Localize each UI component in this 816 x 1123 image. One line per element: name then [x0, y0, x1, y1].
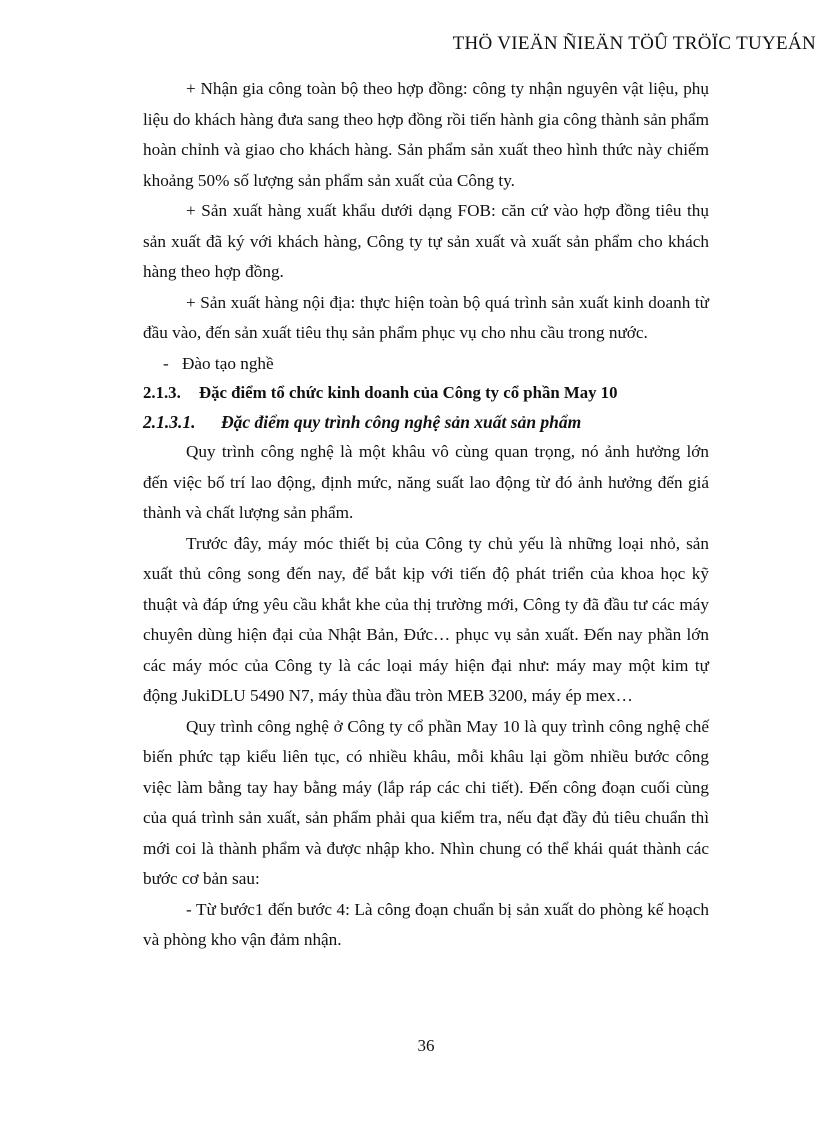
paragraph-process-description: Quy trình công nghệ ở Công ty cổ phần May 10 là quy trình công nghệ chế biến phức tạp kiểu liên tục, có nhiều khâu, mỗi khâu lại gồm nhiều bước công việc làm bằng tay hay bằng máy (lắp ráp các chi tiết). Đến công đoạn cuối cùng của quá trình sản xuất, sản phẩm phải qua kiểm tra, nếu đạt đầy đủ tiêu chuẩn thì mới coi là thành phẩm và được nhập kho. Nhìn chung có thể khái quát thành các bước cơ bản sau: [143, 716, 709, 888]
list-dash-marker: - [163, 353, 169, 373]
paragraph-steps-1-4: - Từ bước1 đến bước 4: Là công đoạn chuẩn bị sản xuất do phòng kế hoạch và phòng kho vận đảm nhận. [143, 899, 709, 949]
subsection-number: 2.1.3.1. [143, 412, 196, 432]
section-title: Đặc điểm tổ chức kinh doanh của Công ty cổ phần May 10 [199, 383, 618, 402]
running-header: THÖ VIEÄN ÑIEÄN TÖÛ TRÖÏC TUYEÁN [452, 33, 816, 54]
paragraph-domestic-production: + Sản xuất hàng nội địa: thực hiện toàn bộ quá trình sản xuất kinh doanh từ đầu vào, đến sản xuất tiêu thụ sản phẩm phục vụ cho nhu cầu trong nước. [143, 292, 709, 342]
section-number: 2.1.3. [143, 383, 181, 402]
paragraph-equipment: Trước đây, máy móc thiết bị của Công ty chủ yếu là những loại nhỏ, sản xuất thủ công song đến nay, để bắt kịp với tiến độ phát triển của khoa học kỹ thuật và đáp ứng yêu cầu khắt khe của thị trường mới, Công ty đã đầu tư các máy chuyên dùng hiện đại của Nhật Bản, Đức… phục vụ sản xuất. Đến nay phần lớn các máy móc của Công ty là các loại máy hiện đại như: máy may một kim tự động JukiDLU 5490 N7, máy thùa đầu tròn MEB 3200, máy ép mex… [143, 533, 709, 705]
subsection-heading [143, 407, 709, 437]
page-number: 36 [417, 1036, 435, 1055]
paragraph-fob-export: + Sản xuất hàng xuất khẩu dưới dạng FOB: căn cứ vào hợp đồng tiêu thụ sản xuất đã ký với khách hàng, Công ty tự sản xuất và xuất sản phẩm cho khách hàng theo hợp đồng. [143, 201, 709, 281]
list-item-text: Đào tạo nghề [182, 353, 274, 373]
subsection-title: Đặc điểm quy trình công nghệ sản xuất sản phẩm [221, 412, 582, 432]
paragraph-contract-processing: + Nhận gia công toàn bộ theo hợp đồng: công ty nhận nguyên vật liệu, phụ liệu do khách hàng đưa sang theo hợp đồng rồi tiến hành gia công thành sản phẩm hoàn chỉnh và giao cho khách hàng. Sản phẩm sản xuất theo hình thức này chiếm khoảng 50% số lượng sản phẩm sản xuất của Công ty. [143, 79, 709, 190]
page-body [143, 74, 709, 956]
paragraph-process-importance: Quy trình công nghệ là một khâu vô cùng quan trọng, nó ảnh hưởng lớn đến việc bố trí lao động, định mức, năng suất lao động từ đó ảnh hưởng đến giá thành và chất lượng sản phẩm. [143, 442, 709, 522]
section-heading [143, 379, 709, 407]
list-item-vocational-training [143, 349, 709, 380]
